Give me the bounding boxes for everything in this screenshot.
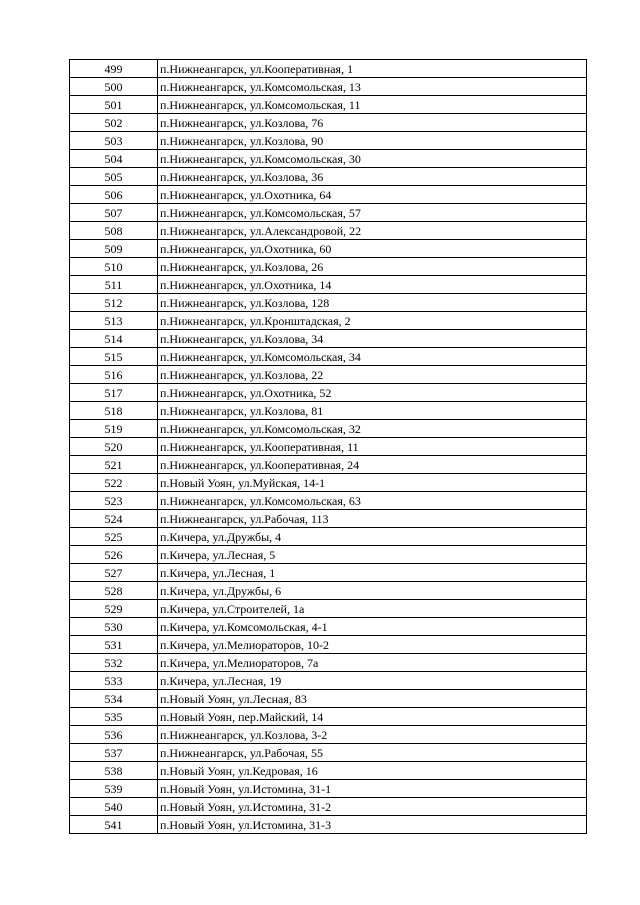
row-number-cell: 508 (70, 222, 158, 240)
row-number-cell: 524 (70, 510, 158, 528)
row-number-cell: 525 (70, 528, 158, 546)
table-row (70, 798, 587, 816)
row-number-cell: 521 (70, 456, 158, 474)
row-number-cell: 520 (70, 438, 158, 456)
row-number-cell: 531 (70, 636, 158, 654)
row-number-cell: 536 (70, 726, 158, 744)
table-row (70, 312, 587, 330)
row-address-cell: п.Нижнеангарск, ул.Козлова, 90 (158, 132, 587, 150)
table-row (70, 204, 587, 222)
row-address-cell: п.Кичера, ул.Комсомольская, 4-1 (158, 618, 587, 636)
table-row (70, 564, 587, 582)
row-address-cell: п.Нижнеангарск, ул.Комсомольская, 30 (158, 150, 587, 168)
table-row (70, 744, 587, 762)
table-row (70, 294, 587, 312)
row-address-cell: п.Нижнеангарск, ул.Комсомольская, 63 (158, 492, 587, 510)
table-row (70, 546, 587, 564)
row-number-cell: 528 (70, 582, 158, 600)
table-row (70, 384, 587, 402)
row-address-cell: п.Нижнеангарск, ул.Комсомольская, 13 (158, 78, 587, 96)
row-number-cell: 509 (70, 240, 158, 258)
row-address-cell: п.Кичера, ул.Мелиораторов, 7а (158, 654, 587, 672)
row-address-cell: п.Кичера, ул.Дружбы, 6 (158, 582, 587, 600)
table-row (70, 420, 587, 438)
row-address-cell: п.Нижнеангарск, ул.Охотника, 64 (158, 186, 587, 204)
row-address-cell: п.Кичера, ул.Лесная, 1 (158, 564, 587, 582)
row-number-cell: 533 (70, 672, 158, 690)
table-row (70, 600, 587, 618)
row-address-cell: п.Кичера, ул.Мелиораторов, 10-2 (158, 636, 587, 654)
table-row (70, 276, 587, 294)
row-address-cell: п.Нижнеангарск, ул.Кооперативная, 11 (158, 438, 587, 456)
table-row (70, 402, 587, 420)
table-row (70, 672, 587, 690)
table-row (70, 132, 587, 150)
row-address-cell: п.Кичера, ул.Лесная, 19 (158, 672, 587, 690)
row-address-cell: п.Нижнеангарск, ул.Охотника, 60 (158, 240, 587, 258)
row-number-cell: 522 (70, 474, 158, 492)
row-number-cell: 514 (70, 330, 158, 348)
row-number-cell: 504 (70, 150, 158, 168)
row-address-cell: п.Новый Уоян, ул.Кедровая, 16 (158, 762, 587, 780)
table-row (70, 654, 587, 672)
row-address-cell: п.Нижнеангарск, ул.Козлова, 3-2 (158, 726, 587, 744)
row-address-cell: п.Нижнеангарск, ул.Козлова, 36 (158, 168, 587, 186)
row-number-cell: 516 (70, 366, 158, 384)
row-address-cell: п.Нижнеангарск, ул.Комсомольская, 11 (158, 96, 587, 114)
row-address-cell: п.Новый Уоян, ул.Лесная, 83 (158, 690, 587, 708)
row-number-cell: 500 (70, 78, 158, 96)
row-number-cell: 517 (70, 384, 158, 402)
row-number-cell: 506 (70, 186, 158, 204)
table-row (70, 348, 587, 366)
row-address-cell: п.Нижнеангарск, ул.Козлова, 81 (158, 402, 587, 420)
row-number-cell: 507 (70, 204, 158, 222)
row-address-cell: п.Нижнеангарск, ул.Комсомольская, 32 (158, 420, 587, 438)
table-row (70, 528, 587, 546)
row-address-cell: п.Нижнеангарск, ул.Охотника, 14 (158, 276, 587, 294)
table-row (70, 636, 587, 654)
address-table (69, 59, 587, 834)
row-address-cell: п.Нижнеангарск, ул.Козлова, 76 (158, 114, 587, 132)
row-number-cell: 515 (70, 348, 158, 366)
row-number-cell: 537 (70, 744, 158, 762)
row-address-cell: п.Нижнеангарск, ул.Козлова, 26 (158, 258, 587, 276)
row-address-cell: п.Нижнеангарск, ул.Козлова, 128 (158, 294, 587, 312)
table-row (70, 60, 587, 78)
row-address-cell: п.Новый Уоян, ул.Муйская, 14-1 (158, 474, 587, 492)
row-number-cell: 518 (70, 402, 158, 420)
row-number-cell: 513 (70, 312, 158, 330)
row-number-cell: 532 (70, 654, 158, 672)
row-address-cell: п.Нижнеангарск, ул.Козлова, 34 (158, 330, 587, 348)
row-number-cell: 539 (70, 780, 158, 798)
row-address-cell: п.Новый Уоян, пер.Майский, 14 (158, 708, 587, 726)
row-number-cell: 523 (70, 492, 158, 510)
table-row (70, 726, 587, 744)
row-number-cell: 502 (70, 114, 158, 132)
row-number-cell: 526 (70, 546, 158, 564)
row-number-cell: 534 (70, 690, 158, 708)
row-address-cell: п.Нижнеангарск, ул.Охотника, 52 (158, 384, 587, 402)
row-address-cell: п.Кичера, ул.Дружбы, 4 (158, 528, 587, 546)
row-number-cell: 499 (70, 60, 158, 78)
row-number-cell: 527 (70, 564, 158, 582)
row-address-cell: п.Нижнеангарск, ул.Кооперативная, 24 (158, 456, 587, 474)
table-row (70, 618, 587, 636)
row-number-cell: 535 (70, 708, 158, 726)
row-address-cell: п.Кичера, ул.Лесная, 5 (158, 546, 587, 564)
table-row (70, 582, 587, 600)
table-row (70, 186, 587, 204)
table-row (70, 708, 587, 726)
table-row (70, 258, 587, 276)
address-table-body (70, 60, 587, 834)
row-address-cell: п.Нижнеангарск, ул.Александровой, 22 (158, 222, 587, 240)
row-number-cell: 519 (70, 420, 158, 438)
row-number-cell: 510 (70, 258, 158, 276)
table-row (70, 366, 587, 384)
row-address-cell: п.Нижнеангарск, ул.Рабочая, 113 (158, 510, 587, 528)
table-row (70, 474, 587, 492)
table-row (70, 168, 587, 186)
table-row (70, 114, 587, 132)
row-address-cell: п.Нижнеангарск, ул.Кронштадская, 2 (158, 312, 587, 330)
row-address-cell: п.Нижнеангарск, ул.Комсомольская, 34 (158, 348, 587, 366)
row-number-cell: 540 (70, 798, 158, 816)
table-row (70, 780, 587, 798)
row-number-cell: 538 (70, 762, 158, 780)
table-row (70, 150, 587, 168)
table-row (70, 330, 587, 348)
row-address-cell: п.Новый Уоян, ул.Истомина, 31-3 (158, 816, 587, 834)
row-number-cell: 503 (70, 132, 158, 150)
row-number-cell: 511 (70, 276, 158, 294)
row-number-cell: 541 (70, 816, 158, 834)
row-number-cell: 512 (70, 294, 158, 312)
table-row (70, 240, 587, 258)
table-row (70, 492, 587, 510)
row-number-cell: 501 (70, 96, 158, 114)
row-number-cell: 505 (70, 168, 158, 186)
table-row (70, 510, 587, 528)
row-address-cell: п.Кичера, ул.Строителей, 1а (158, 600, 587, 618)
table-row (70, 438, 587, 456)
row-address-cell: п.Новый Уоян, ул.Истомина, 31-1 (158, 780, 587, 798)
table-row (70, 222, 587, 240)
row-address-cell: п.Нижнеангарск, ул.Рабочая, 55 (158, 744, 587, 762)
table-row (70, 78, 587, 96)
table-row (70, 96, 587, 114)
row-address-cell: п.Нижнеангарск, ул.Козлова, 22 (158, 366, 587, 384)
row-number-cell: 529 (70, 600, 158, 618)
table-row (70, 816, 587, 834)
table-row (70, 690, 587, 708)
table-row (70, 762, 587, 780)
row-number-cell: 530 (70, 618, 158, 636)
table-row (70, 456, 587, 474)
row-address-cell: п.Новый Уоян, ул.Истомина, 31-2 (158, 798, 587, 816)
row-address-cell: п.Нижнеангарск, ул.Комсомольская, 57 (158, 204, 587, 222)
row-address-cell: п.Нижнеангарск, ул.Кооперативная, 1 (158, 60, 587, 78)
